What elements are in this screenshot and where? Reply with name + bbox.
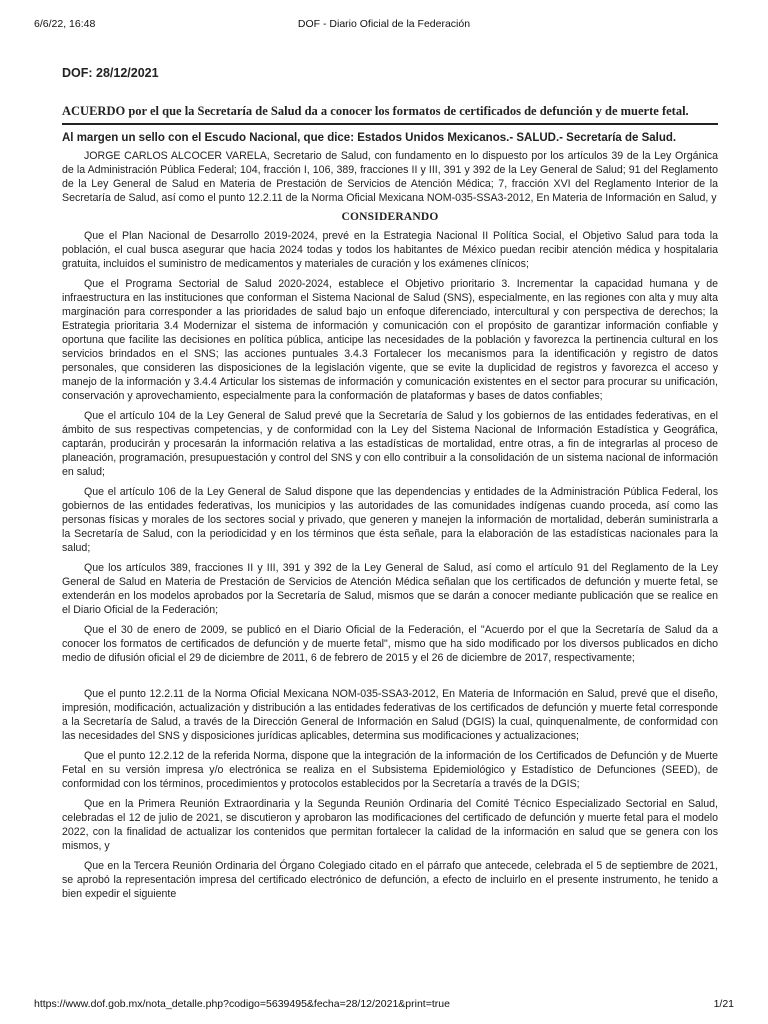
paragraph: Que el artículo 106 de la Ley General de Salud dispone que las dependencias y entidades de la Administración Pública Federal, los gobiernos de las entidades federativas, los municipios y las autoridades de las comunidades indígenas cuando proceda, así como las personas físicas y morales de los sectores social y privado, que generen y manejen la información de mortalidad, deberán suministrarla a la Secretaría de Salud, con la periodicidad y en los términos que ésta señale, para la elaboración de las estadísticas nacionales para la salud; xyxy=(62,486,718,554)
print-header xyxy=(34,18,734,32)
intro-paragraph: JORGE CARLOS ALCOCER VARELA, Secretario de Salud, con fundamento en lo dispuesto por los artículos 39 de la Ley Orgánica de la Administración Pública Federal; 104, fracción I, 106, 389, fracciones II y III, 391 y 392 de la Ley General de Salud; 91 del Reglamento de la Ley General de Salud en Materia de Prestación de Servicios de Atención Médica; 7, fracción XVI del Reglamento Interior de la Secretaría de Salud, así como el punto 12.2.11 de la Norma Oficial Mexicana NOM-035-SSA3-2012, En Materia de Información en Salud, y xyxy=(62,150,718,204)
margin-note: Al margen un sello con el Escudo Nacional, que dice: Estados Unidos Mexicanos.- SALUD.- Secretaría de Salud. xyxy=(62,132,677,144)
paragraph: Que el punto 12.2.11 de la Norma Oficial Mexicana NOM-035-SSA3-2012, En Materia de Información en Salud, prevé que el diseño, impresión, modificación, actualización y distribución a las entidades federativas de los certificados de defunción y muerte fetal corresponde a la Secretaría de Salud, a través de la Dirección General de Información en Salud (DGIS) la cual, quinquenalmente, de conformidad con las necesidades del SNS y disposiciones jurídicas aplicables, determina sus modificaciones y actualizaciones; xyxy=(62,688,718,742)
spacer xyxy=(62,671,718,687)
page-url: https://www.dof.gob.mx/nota_detalle.php?codigo=5639495&fecha=28/12/2021&print=true xyxy=(34,998,450,1010)
acuerdo-title: ACUERDO por el que la Secretaría de Salud da a conocer los formatos de certificados de defunción y de muerte fetal. xyxy=(62,104,718,125)
document-body xyxy=(62,56,718,907)
page-number: 1/21 xyxy=(713,998,734,1010)
paragraph: Que los artículos 389, fracciones II y III, 391 y 392 de la Ley General de Salud, así como el artículo 91 del Reglamento de la Ley General de Salud en Materia de Prestación de Servicios de Atención Médica señalan que los certificados de defunción y muerte fetal, se extenderán en los modelos aprobados por la Secretaría de Salud, mismos que se darán a conocer mediante publicación que se realice en el Diario Oficial de la Federación; xyxy=(62,562,718,616)
paragraph: Que el Programa Sectorial de Salud 2020-2024, establece el Objetivo prioritario 3. Incrementar la capacidad humana y de infraestructura en las instituciones que conforman el Sistema Nacional de Salud (SNS), especialmente, en las regiones con alta y muy alta marginación para corresponder a las prioridades de salud bajo un enfoque diferenciado, intercultural y con perspectiva de derechos; la Estrategia prioritaria 3.4 Modernizar el sistema de información y comunicación con el propósito de garantizar información confiable y oportuna que facilite las decisiones en política pública, anticipe las necesidades de la población y favorezca la pertinencia cultural en los servicios brindados en el SNS; las acciones puntuales 3.4.3 Fortalecer los mecanismos para la identificación y registro de datos personales, que consideren las disposiciones de la legislación vigente, que se evite la duplicidad de registros y favorezca el acceso y manejo de la información y 3.4.4 Articular los sistemas de información y comunicación existentes en el sector para procurar su unificación, conservación y aprovechamiento, especialmente para la conformación de plataformas y bases de datos confiables; xyxy=(62,278,718,402)
dof-date: DOF: 28/12/2021 xyxy=(62,66,159,80)
paragraph: Que en la Primera Reunión Extraordinaria y la Segunda Reunión Ordinaria del Comité Técnico Especializado Sectorial en Salud, celebradas el 12 de julio de 2021, se discutieron y aprobaron las modificaciones del certificado de defunción y muerte fetal para el modelo 2022, con la finalidad de actualizar los contenidos que permitan fortalecer la calidad de la información en salud que se genera con los mismos, y xyxy=(62,798,718,852)
considerando-heading: CONSIDERANDO xyxy=(341,211,439,223)
print-page-title: DOF - Diario Oficial de la Federación xyxy=(297,18,471,30)
paragraph: Que el 30 de enero de 2009, se publicó en el Diario Oficial de la Federación, el "Acuerdo por el que la Secretaría de Salud da a conocer los formatos de certificados de defunción y de muerte fetal", mismo que ha sido modificado por los diversos publicados en dicho medio de difusión oficial el 29 de diciembre de 2011, 6 de febrero de 2015 y el 26 de diciembre de 2017, respectivamente; xyxy=(62,624,718,664)
paragraph: Que el artículo 104 de la Ley General de Salud prevé que la Secretaría de Salud y los gobiernos de las entidades federativas, en el ámbito de sus respectivas competencias, y de conformidad con la Ley del Sistema Nacional de Información Estadística y Geográfica, captarán, producirán y procesarán la información relativa a las estadísticas de mortalidad, entre otras, a fin de integrarlas al proceso de planeación, programación, presupuestación y control del SNS y con ello contribuir a la consolidación de un sistema nacional de información en salud; xyxy=(62,410,718,478)
print-datetime: 6/6/22, 16:48 xyxy=(34,18,96,30)
paragraph: Que el punto 12.2.12 de la referida Norma, dispone que la integración de la información de los Certificados de Defunción y de Muerte Fetal en su versión impresa y/o electrónica se realiza en el Subsistema Epidemiológico y Estadístico de Defunciones (SEED), de conformidad con los términos, procedimientos y protocolos establecidos por la Secretaría a través de la DGIS; xyxy=(62,750,718,790)
paragraph: Que en la Tercera Reunión Ordinaria del Órgano Colegiado citado en el párrafo que antecede, celebrada el 5 de septiembre de 2021, se aprobó la representación impresa del certificado electrónico de defunción, a efecto de incluirlo en el presente instrumento, he tenido a bien expedir el siguiente xyxy=(62,860,718,900)
paragraph: Que el Plan Nacional de Desarrollo 2019-2024, prevé en la Estrategia Nacional II Política Social, el Objetivo Salud para toda la población, el cual busca asegurar que hacia 2024 todas y todos los habitantes de México puedan recibir atención médica y hospitalaria gratuita, incluidos el suministro de medicamentos y materiales de curación y los exámenes clínicos; xyxy=(62,230,718,270)
print-footer xyxy=(34,998,734,1012)
